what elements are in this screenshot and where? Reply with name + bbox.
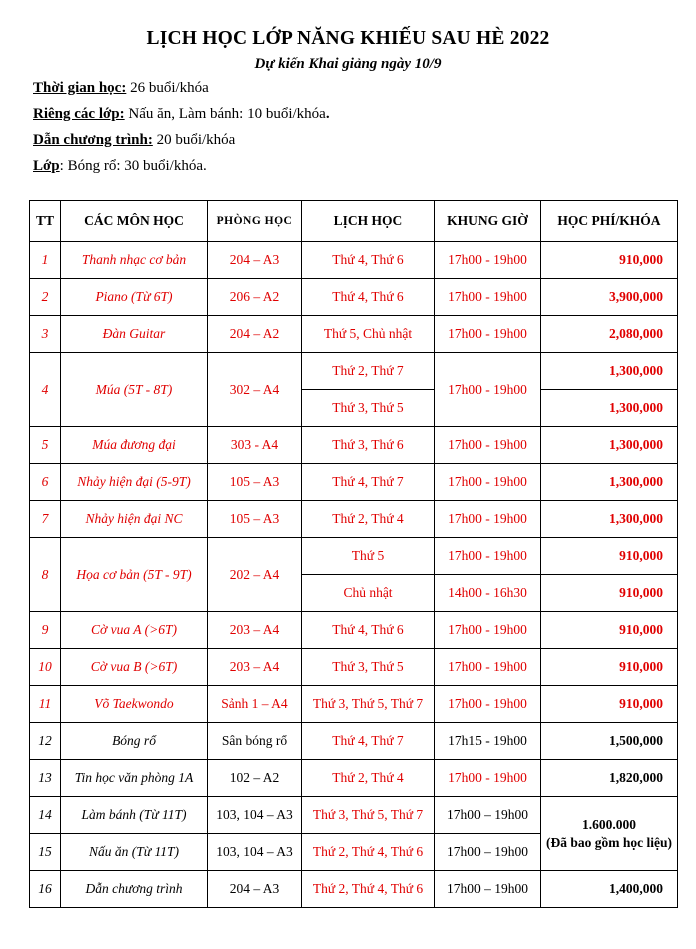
cell-room: 204 – A2 [208, 316, 302, 353]
info-label: Dẫn chương trình: [33, 132, 153, 148]
cell-tt: 10 [30, 649, 61, 686]
cell-time: 17h00 - 19h00 [435, 501, 541, 538]
table-row [30, 353, 678, 390]
cell-time: 17h00 - 19h00 [435, 760, 541, 797]
schedule-table [29, 200, 678, 908]
table-row [30, 649, 678, 686]
info-value: 20 buổi/khóa [152, 132, 236, 148]
cell-room: 202 – A4 [208, 538, 302, 612]
header-schedule: LỊCH HỌC [302, 201, 435, 242]
cell-fee: 910,000 [541, 575, 678, 612]
cell-subject: Tin học văn phòng 1A [61, 760, 208, 797]
info-value: 26 buổi/khóa [126, 80, 209, 96]
cell-subject: Võ Taekwondo [61, 686, 208, 723]
cell-tt: 5 [30, 427, 61, 464]
header-subject: CÁC MÔN HỌC [61, 201, 208, 242]
cell-tt: 9 [30, 612, 61, 649]
cell-time: 17h00 – 19h00 [435, 871, 541, 908]
cell-time: 17h00 - 19h00 [435, 686, 541, 723]
cell-fee-merged [541, 797, 678, 871]
cell-tt: 7 [30, 501, 61, 538]
cell-schedule: Thứ 3, Thứ 5 [302, 390, 435, 427]
header-room: PHÒNG HỌC [208, 201, 302, 242]
cell-schedule: Thứ 5, Chủ nhật [302, 316, 435, 353]
page-title: LỊCH HỌC LỚP NĂNG KHIẾU SAU HÈ 2022 [146, 28, 550, 49]
cell-schedule: Thứ 2, Thứ 4, Thứ 6 [302, 871, 435, 908]
table-row [30, 464, 678, 501]
info-line [33, 80, 209, 97]
table-row [30, 242, 678, 279]
cell-fee: 2,080,000 [541, 316, 678, 353]
table-row [30, 871, 678, 908]
header-time: KHUNG GIỜ [435, 201, 541, 242]
info-label: Thời gian học: [33, 80, 127, 96]
cell-time: 17h00 - 19h00 [435, 316, 541, 353]
cell-time: 17h00 - 19h00 [435, 612, 541, 649]
cell-schedule: Chủ nhật [302, 575, 435, 612]
cell-fee: 1,820,000 [541, 760, 678, 797]
cell-tt: 6 [30, 464, 61, 501]
table-row [30, 501, 678, 538]
fee-note: (Đã bao gồm học liệu) [546, 834, 672, 850]
cell-subject: Nấu ăn (Từ 11T) [61, 834, 208, 871]
cell-time: 17h00 - 19h00 [435, 464, 541, 501]
info-line [33, 106, 330, 123]
cell-schedule: Thứ 2, Thứ 4, Thứ 6 [302, 834, 435, 871]
cell-subject: Họa cơ bản (5T - 9T) [61, 538, 208, 612]
cell-room: 105 – A3 [208, 464, 302, 501]
table-row [30, 760, 678, 797]
cell-schedule: Thứ 3, Thứ 6 [302, 427, 435, 464]
cell-schedule: Thứ 4, Thứ 7 [302, 464, 435, 501]
cell-room: 206 – A2 [208, 279, 302, 316]
cell-subject: Cờ vua A (>6T) [61, 612, 208, 649]
cell-fee: 1,300,000 [541, 464, 678, 501]
cell-tt: 3 [30, 316, 61, 353]
cell-tt: 1 [30, 242, 61, 279]
table-row [30, 797, 678, 834]
cell-time: 17h00 - 19h00 [435, 649, 541, 686]
cell-room: 203 – A4 [208, 612, 302, 649]
info-tail: . [325, 106, 330, 122]
cell-time: 14h00 - 16h30 [435, 575, 541, 612]
cell-fee: 1,300,000 [541, 390, 678, 427]
cell-schedule: Thứ 4, Thứ 7 [302, 723, 435, 760]
cell-subject: Cờ vua B (>6T) [61, 649, 208, 686]
cell-time: 17h15 - 19h00 [435, 723, 541, 760]
cell-schedule: Thứ 4, Thứ 6 [302, 612, 435, 649]
cell-room: Sảnh 1 – A4 [208, 686, 302, 723]
cell-room: Sân bóng rổ [208, 723, 302, 760]
cell-subject: Dẫn chương trình [61, 871, 208, 908]
cell-subject: Làm bánh (Từ 11T) [61, 797, 208, 834]
cell-subject: Nhảy hiện đại (5-9T) [61, 464, 208, 501]
cell-fee: 910,000 [541, 538, 678, 575]
cell-room: 204 – A3 [208, 242, 302, 279]
cell-subject: Múa đương đại [61, 427, 208, 464]
cell-fee: 1,300,000 [541, 501, 678, 538]
table-row [30, 538, 678, 575]
cell-subject: Bóng rổ [61, 723, 208, 760]
cell-time: 17h00 - 19h00 [435, 538, 541, 575]
header-fee: HỌC PHÍ/KHÓA [541, 201, 678, 242]
cell-subject: Thanh nhạc cơ bản [61, 242, 208, 279]
table-header-row [30, 201, 678, 242]
cell-tt: 2 [30, 279, 61, 316]
info-line [33, 158, 207, 175]
cell-schedule: Thứ 3, Thứ 5, Thứ 7 [302, 797, 435, 834]
table-row [30, 723, 678, 760]
cell-fee: 1,500,000 [541, 723, 678, 760]
cell-time: 17h00 – 19h00 [435, 797, 541, 834]
cell-tt: 14 [30, 797, 61, 834]
cell-room: 105 – A3 [208, 501, 302, 538]
cell-fee: 910,000 [541, 612, 678, 649]
cell-schedule: Thứ 2, Thứ 7 [302, 353, 435, 390]
cell-schedule: Thứ 5 [302, 538, 435, 575]
table-row [30, 686, 678, 723]
cell-time: 17h00 - 19h00 [435, 279, 541, 316]
cell-tt: 11 [30, 686, 61, 723]
cell-schedule: Thứ 3, Thứ 5 [302, 649, 435, 686]
header-tt: TT [30, 201, 61, 242]
cell-fee: 910,000 [541, 649, 678, 686]
cell-schedule: Thứ 2, Thứ 4 [302, 760, 435, 797]
cell-fee: 1,400,000 [541, 871, 678, 908]
cell-subject: Múa (5T - 8T) [61, 353, 208, 427]
info-value: : Bóng rổ: 30 buổi/khóa. [59, 158, 207, 174]
cell-time: 17h00 - 19h00 [435, 353, 541, 427]
cell-schedule: Thứ 4, Thứ 6 [302, 242, 435, 279]
cell-fee: 3,900,000 [541, 279, 678, 316]
table-row [30, 612, 678, 649]
cell-tt: 4 [30, 353, 61, 427]
cell-schedule: Thứ 3, Thứ 5, Thứ 7 [302, 686, 435, 723]
info-line [33, 132, 235, 149]
table-row [30, 427, 678, 464]
cell-fee: 910,000 [541, 242, 678, 279]
cell-tt: 12 [30, 723, 61, 760]
cell-room: 203 – A4 [208, 649, 302, 686]
cell-time: 17h00 - 19h00 [435, 427, 541, 464]
fee-value: 1.600.000 [582, 816, 636, 832]
cell-room: 103, 104 – A3 [208, 834, 302, 871]
cell-time: 17h00 - 19h00 [435, 242, 541, 279]
cell-room: 302 – A4 [208, 353, 302, 427]
table-row [30, 279, 678, 316]
cell-schedule: Thứ 2, Thứ 4 [302, 501, 435, 538]
cell-subject: Đàn Guitar [61, 316, 208, 353]
page-subtitle: Dự kiến Khai giảng ngày 10/9 [254, 56, 442, 72]
info-value: Nấu ăn, Làm bánh: 10 buổi/khóa [124, 106, 326, 122]
cell-room: 204 – A3 [208, 871, 302, 908]
cell-time: 17h00 – 19h00 [435, 834, 541, 871]
cell-fee: 1,300,000 [541, 353, 678, 390]
info-label: Lớp [33, 158, 60, 174]
cell-tt: 16 [30, 871, 61, 908]
cell-fee: 910,000 [541, 686, 678, 723]
cell-tt: 8 [30, 538, 61, 612]
table-row [30, 316, 678, 353]
cell-room: 303 - A4 [208, 427, 302, 464]
cell-room: 102 – A2 [208, 760, 302, 797]
cell-room: 103, 104 – A3 [208, 797, 302, 834]
cell-fee: 1,300,000 [541, 427, 678, 464]
cell-subject: Nhảy hiện đại NC [61, 501, 208, 538]
cell-subject: Piano (Từ 6T) [61, 279, 208, 316]
info-label: Riêng các lớp: [33, 106, 125, 122]
cell-tt: 15 [30, 834, 61, 871]
cell-schedule: Thứ 4, Thứ 6 [302, 279, 435, 316]
cell-tt: 13 [30, 760, 61, 797]
